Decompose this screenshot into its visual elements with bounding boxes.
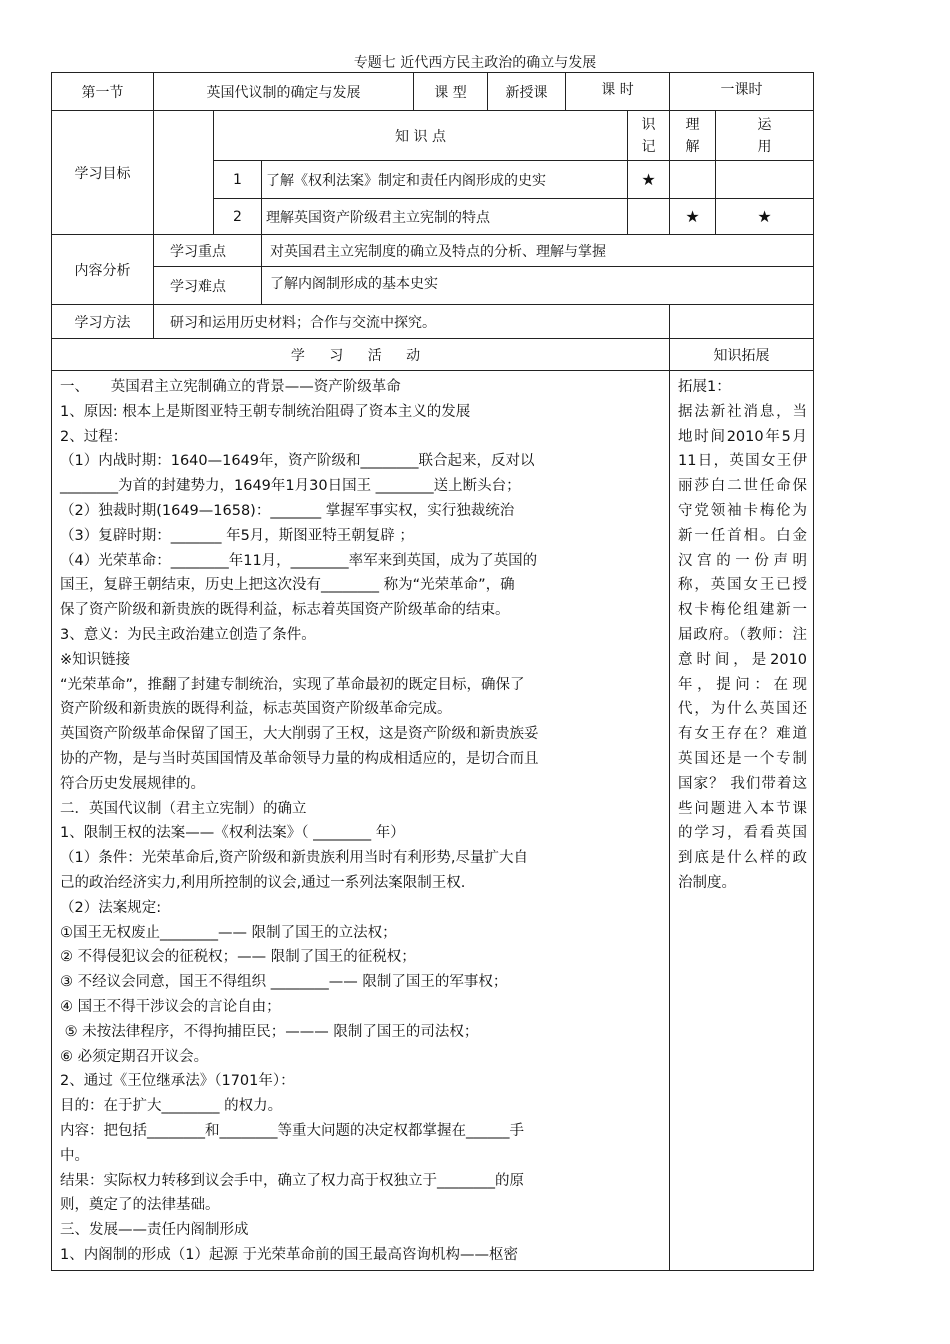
period-value-cell: 一课时 (670, 73, 814, 111)
type-label-cell: 课 型 (414, 73, 488, 111)
activity-line: 协的产物，是与当时英国国情及革命领导力量的构成相适应的，是切合而且 (60, 750, 539, 767)
activity-line: ⑥ 必须定期召开议会。 (60, 1048, 209, 1065)
activity-line: 英国资产阶级革命保留了国王，大大削弱了王权，这是资产阶级和新贵族妥 (60, 726, 539, 743)
col-apply-header: 运 用 (716, 111, 814, 161)
activity-line: 符合历史发展规律的。 (60, 775, 205, 792)
period-label-cell: 课 时 (566, 73, 670, 111)
activity-line: 内容：把包括________和________等重大问题的决定权都掌握在______手 (60, 1122, 524, 1139)
activity-line: ※知识链接 (60, 651, 131, 668)
activity-line: 二．英国代议制（君主立宪制）的确立 (60, 800, 307, 817)
goal-text: 了解《权利法案》制定和责任内阁形成的史实 (262, 161, 628, 199)
document-title: 专题七 近代西方民主政治的确立与发展 (353, 55, 597, 71)
activity-line: 三、发展——责任内阁制形成 (60, 1222, 249, 1239)
lesson-title-cell: 英国代议制的确定与发展 (154, 73, 414, 111)
goal-apply-star: ★ (716, 199, 814, 235)
activities-header: 学 习 活 动 (52, 339, 670, 371)
goal-understand-star (670, 161, 716, 199)
activity-line: 己的政治经济实力,利用所控制的议会,通过一系列法案限制王权. (60, 874, 466, 891)
activity-line: 国王，复辟王朝结束，历史上把这次没有________ 称为“光荣革命”，确 (60, 577, 515, 594)
type-value-cell: 新授课 (488, 73, 566, 111)
analysis-row-difficulty (52, 267, 814, 305)
activity-line: 2、通过《王位继承法》（1701年）： (60, 1073, 295, 1090)
goals-label: 学习目标 (52, 111, 154, 235)
goal-number: 1 (214, 161, 262, 199)
goal-understand-star: ★ (670, 199, 716, 235)
activity-line: ________为首的封建势力，1649年1月30日国王 ________送上断头台； (60, 478, 521, 495)
goal-number: 2 (214, 199, 262, 235)
analysis-row-key (52, 235, 814, 267)
goals-spacer (154, 111, 214, 235)
activity-line: （2）独裁时期(1649—1658)：_______ 掌握军事实权，实行独裁统治 (60, 502, 515, 519)
activity-line: ⑤ 未按法律程序，不得拘捕臣民；——— 限制了国王的司法权； (60, 1023, 479, 1040)
activity-line: 1、原因: 根本上是斯图亚特王朝专制统治阻碍了资本主义的发展 (60, 403, 471, 420)
activity-lines (60, 375, 663, 1268)
method-row (52, 305, 814, 339)
activity-line: 保了资产阶级和新贵族的既得利益，标志着英国资产阶级革命的结束。 (60, 602, 510, 619)
activity-line: “光荣革命”，推翻了封建专制统治，实现了革命最初的既定目标，确保了 (60, 676, 525, 693)
activity-line: 资产阶级和新贵族的既得利益，标志英国资产阶级革命完成。 (60, 701, 452, 718)
activity-line: 中。 (60, 1147, 89, 1164)
method-label: 学习方法 (52, 305, 154, 339)
activity-line: 一、 英国君主立宪制确立的背景——资产阶级革命 (60, 379, 401, 395)
difficulty-text: 了解内阁制形成的基本史实 (262, 267, 814, 305)
lesson-plan-table (51, 72, 814, 1271)
analysis-label: 内容分析 (52, 235, 154, 305)
activity-line: （2）法案规定: (60, 899, 162, 916)
header-row (52, 73, 814, 111)
key-label: 学习重点 (154, 235, 262, 267)
activity-line: （3）复辟时期：_______ 年5月，斯图亚特王朝复辟 ； (60, 527, 414, 544)
col-understand-header: 理 解 (670, 111, 716, 161)
activities-content (52, 371, 670, 1271)
activity-header-row (52, 339, 814, 371)
activity-line: 1、限制王权的法案——《权利法案》（ ________ 年） (60, 825, 405, 842)
activity-line: ①国王无权废止________—— 限制了国王的立法权； (60, 924, 397, 941)
activity-line: （1）内战时期：1640—1649年，资产阶级和________联合起来，反对以 (60, 453, 535, 470)
goal-recall-star (628, 199, 670, 235)
difficulty-label: 学习难点 (154, 267, 262, 305)
key-text: 对英国君主立宪制度的确立及特点的分析、理解与掌握 (262, 235, 814, 267)
activity-line: 则，奠定了的法律基础。 (60, 1197, 220, 1214)
goal-apply-star (716, 161, 814, 199)
activity-line: 2、过程： (60, 428, 128, 445)
activity-line: ③ 不经议会同意，国王不得组织 ________—— 限制了国王的军事权； (60, 974, 508, 991)
activity-line: 1、内阁制的形成（1）起源 于光荣革命前的国王最高咨询机构——枢密 (60, 1246, 519, 1263)
activity-line: 目的：在于扩大________ 的权力。 (60, 1098, 283, 1115)
goals-header-row (52, 111, 814, 161)
method-empty-cell (670, 305, 814, 339)
goal-text: 理解英国资产阶级君主立宪制的特点 (262, 199, 628, 235)
col-recall-header: 识 记 (628, 111, 670, 161)
expansion-header: 知识拓展 (670, 339, 814, 371)
method-text: 研习和运用历史材料；合作与交流中探究。 (154, 305, 670, 339)
expansion-content (670, 371, 814, 1271)
knowledge-header: 知 识 点 (214, 111, 628, 161)
expansion-text: 拓展1： 据法新社消息，当地时间2010年5月11日，英国女王伊丽莎白二世任命保守党领袖卡梅伦为新一任首相。白金汉宫的一份声明称，英国女王已授权卡梅伦组建新一届政府。（教师：注意时间，是2010年，提问：在现代，为什么英国还有女王存在？难道英国还是一个专制国家？ 我们带着这些问题进入本节课的学习，看看英国到底是什么样的政治制度。 (678, 379, 808, 891)
activity-line: ② 不得侵犯议会的征税权；—— 限制了国王的征税权； (60, 949, 416, 966)
activity-line: （1）条件：光荣革命后,资产阶级和新贵族利用当时有利形势,尽量扩大自 (60, 850, 528, 867)
goal-recall-star: ★ (628, 161, 670, 199)
activity-line: 3、意义：为民主政治建立创造了条件。 (60, 626, 316, 643)
section-cell: 第一节 (52, 73, 154, 111)
activity-line: （4）光荣革命：________年11月，________率军来到英国，成为了英国的 (60, 552, 538, 569)
activity-line: 结果：实际权力转移到议会手中，确立了权力高于权独立于________的原 (60, 1172, 524, 1189)
activity-body-row (52, 371, 814, 1271)
activity-line: ④ 国王不得干涉议会的言论自由； (60, 998, 281, 1015)
